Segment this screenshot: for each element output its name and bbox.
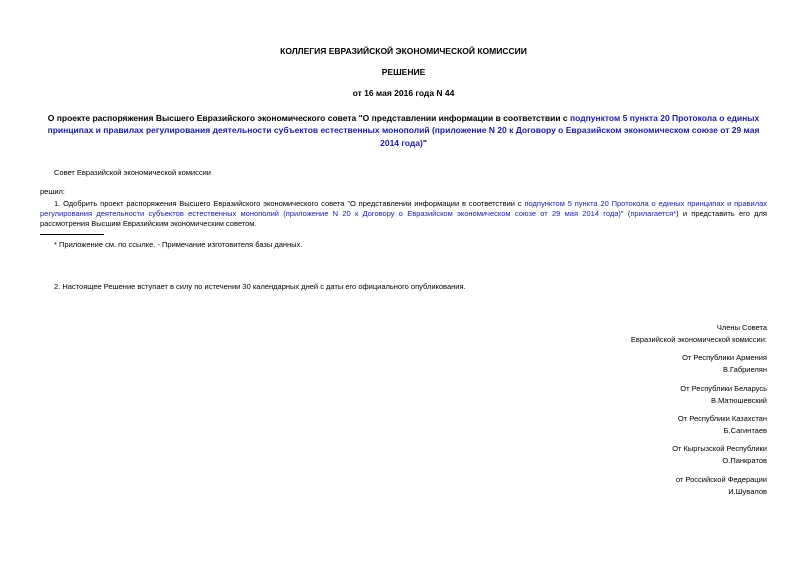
document-subject	[40, 112, 767, 149]
item-1-text-end: ) и представить его для рассмотрения Высшим Евразийским экономическим советом.	[40, 209, 767, 229]
document-date-number: от 16 мая 2016 года N 44	[352, 88, 455, 98]
footnote-divider	[40, 234, 104, 235]
item-2-paragraph: 2. Настоящее Решение вступает в силу по истечении 30 календарных дней с даты его официального опубликования.	[54, 282, 466, 291]
signature-name: В.Габриелян	[722, 364, 767, 374]
signatures-heading-line-2: Евразийской экономической комиссии:	[630, 334, 767, 344]
signature-country: От Республики Армения	[682, 353, 767, 362]
signature-name: В.Матюшевский	[711, 395, 767, 405]
subject-link-protocol[interactable]: подпунктом 5 пункта 20 Протокола о единых принципах и правилах регулирования деятельности субъектов естественных монополий (приложение N 20 к Договору о Евразийском экономическом союзе от 29 мая 2014 года)	[47, 113, 760, 148]
signatures-heading-line-1: Члены Совета	[716, 323, 767, 332]
item-1-paragraph	[40, 199, 767, 229]
signature-block-russia	[676, 474, 767, 497]
signature-block-kyrgyzstan	[672, 443, 767, 466]
signature-name: И.Шувалов	[728, 486, 767, 496]
signature-country: От Республики Казахстан	[677, 414, 767, 423]
subject-text-start: О проекте распоряжения Высшего Евразийского экономического совета "О представлении информации в соответствии с	[47, 113, 571, 123]
item-1-link-protocol[interactable]: подпунктом 5 пункта 20 Протокола о единых принципах и правилах регулирования деятельности субъектов естественных монополий (приложение N 20 к Договору о Евразийском экономическом союзе от 29 мая 2014 года)	[40, 199, 767, 219]
item-1-link-attachment[interactable]: прилагается*	[630, 209, 677, 219]
signature-country: от Российской Федерации	[675, 475, 767, 484]
signatures-heading	[631, 322, 767, 345]
footnote: * Приложение см. по ссылке. - Примечание изготовителя базы данных.	[54, 240, 303, 249]
item-1-text-start: 1. Одобрить проект распоряжения Высшего Евразийского экономического совета "О представлении информации в соответствии с	[54, 199, 525, 208]
signature-country: От Кыргызской Республики	[672, 444, 767, 453]
signature-block-belarus	[680, 383, 767, 406]
subject-text-end: "	[422, 137, 427, 148]
council-line: Совет Евразийской экономической комиссии	[54, 168, 211, 177]
signature-name: Б.Сагинтаев	[723, 425, 767, 435]
signature-country: От Республики Беларусь	[680, 384, 767, 393]
decided-line: решил:	[40, 187, 66, 196]
document-type: РЕШЕНИЕ	[381, 67, 426, 77]
signature-block-kazakhstan	[678, 413, 767, 436]
signature-block-armenia	[682, 352, 767, 375]
signature-name: О.Панкратов	[722, 455, 767, 465]
item-1-text-mid: " (	[620, 209, 631, 219]
organization-title: КОЛЛЕГИЯ ЕВРАЗИЙСКОЙ ЭКОНОМИЧЕСКОЙ КОМИССИИ	[280, 46, 527, 56]
